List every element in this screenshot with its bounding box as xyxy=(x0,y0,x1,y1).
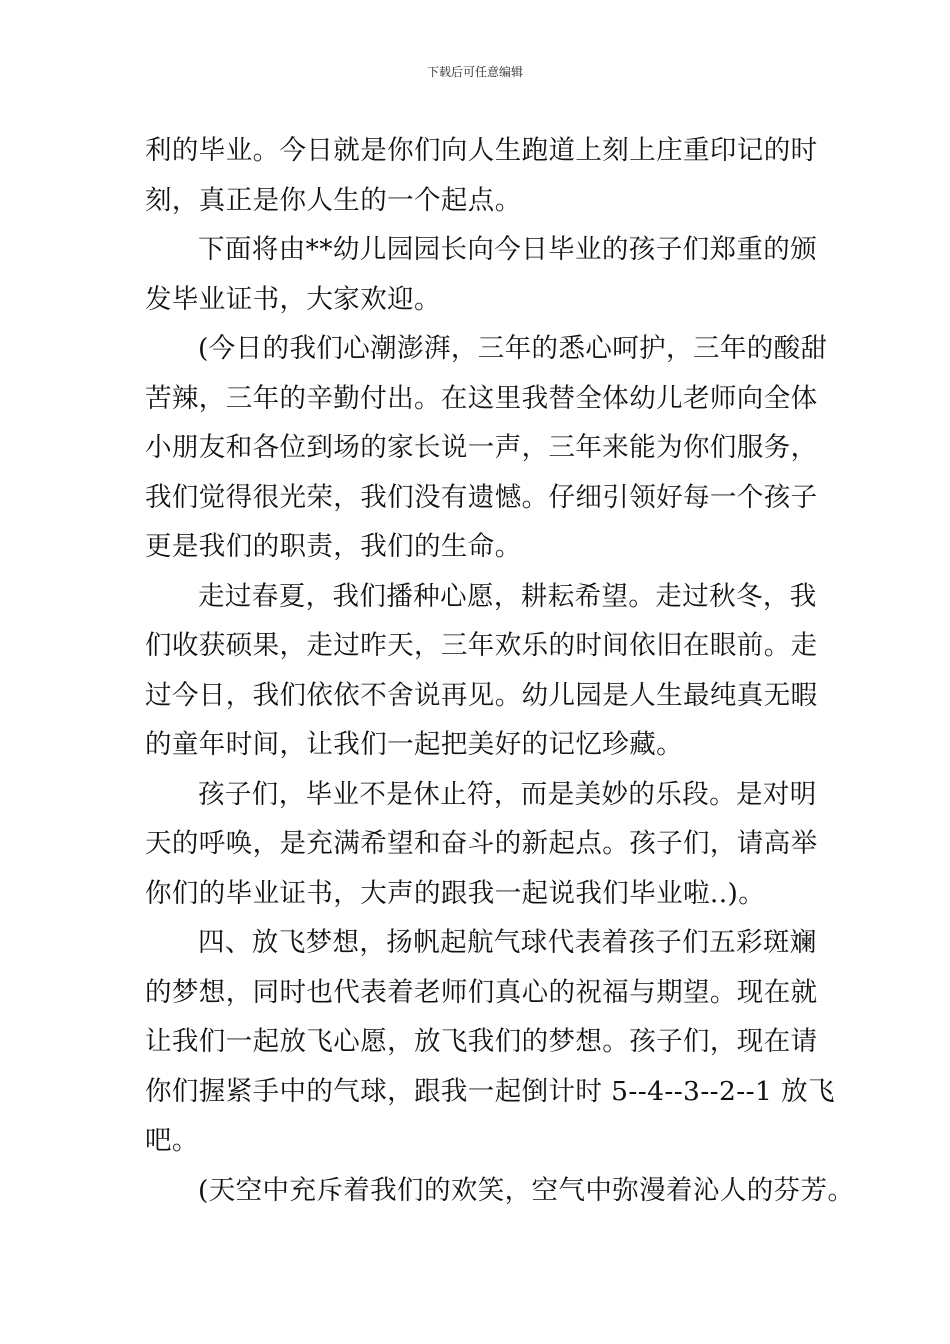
text-line: 苦辣，三年的辛勤付出。在这里我替全体幼儿老师向全体 xyxy=(145,382,818,414)
text-line: 过今日，我们依依不舍说再见。幼儿园是人生最纯真无暇 xyxy=(145,679,818,711)
paragraph-1 xyxy=(145,126,825,225)
text-line: 你们握紧手中的气球，跟我一起倒计时 5--4--3--2--1 放飞 xyxy=(145,1075,835,1107)
text-line: 孩子们，毕业不是休止符，而是美妙的乐段。是对明 xyxy=(198,778,817,810)
text-line: 让我们一起放飞心愿，放飞我们的梦想。孩子们，现在请 xyxy=(145,1026,818,1057)
paragraph-2 xyxy=(145,225,825,324)
paragraph-6 xyxy=(145,918,835,1166)
text-line: 的童年时间，让我们一起把美好的记忆珍藏。 xyxy=(145,729,683,760)
document-body xyxy=(145,126,855,1215)
text-line: 走过春夏，我们播种心愿，耕耘希望。走过秋冬，我 xyxy=(198,580,817,612)
text-line: 你们的毕业证书，大声的跟我一起说我们毕业啦..)。 xyxy=(145,877,766,909)
text-line: 的梦想，同时也代表着老师们真心的祝福与期望。现在就 xyxy=(145,976,818,1008)
paragraph-7 xyxy=(145,1166,855,1216)
text-line: (天空中充斥着我们的欢笑，空气中弥漫着沁人的芬芳。 xyxy=(198,1174,855,1206)
text-line: 下面将由**幼儿园园长向今日毕业的孩子们郑重的颁 xyxy=(198,234,818,265)
paragraph-5 xyxy=(145,770,825,919)
paragraph-4 xyxy=(145,572,825,770)
text-line: 我们觉得很光荣，我们没有遗憾。仔细引领好每一个孩子 xyxy=(145,481,818,513)
page-header: 下载后可任意编辑 xyxy=(426,65,523,79)
text-line: 吧。 xyxy=(145,1125,199,1156)
text-line: 更是我们的职责，我们的生命。 xyxy=(145,531,522,562)
text-line: 利的毕业。今日就是你们向人生跑道上刻上庄重印记的时 xyxy=(145,135,818,166)
paragraph-3 xyxy=(145,324,828,572)
text-line: 天的呼唤，是充满希望和奋斗的新起点。孩子们，请高举 xyxy=(145,828,818,859)
text-line: 小朋友和各位到场的家长说一声，三年来能为你们服务， xyxy=(145,432,818,463)
text-line: (今日的我们心潮澎湃，三年的悉心呵护，三年的酸甜 xyxy=(198,333,828,364)
text-line: 四、放飞梦想，扬帆起航气球代表着孩子们五彩斑斓 xyxy=(198,927,817,958)
text-line: 发毕业证书，大家欢迎。 xyxy=(145,283,441,315)
text-line: 们收获硕果，走过昨天，三年欢乐的时间依旧在眼前。走 xyxy=(145,630,818,661)
text-line: 刻，真正是你人生的一个起点。 xyxy=(145,184,522,216)
